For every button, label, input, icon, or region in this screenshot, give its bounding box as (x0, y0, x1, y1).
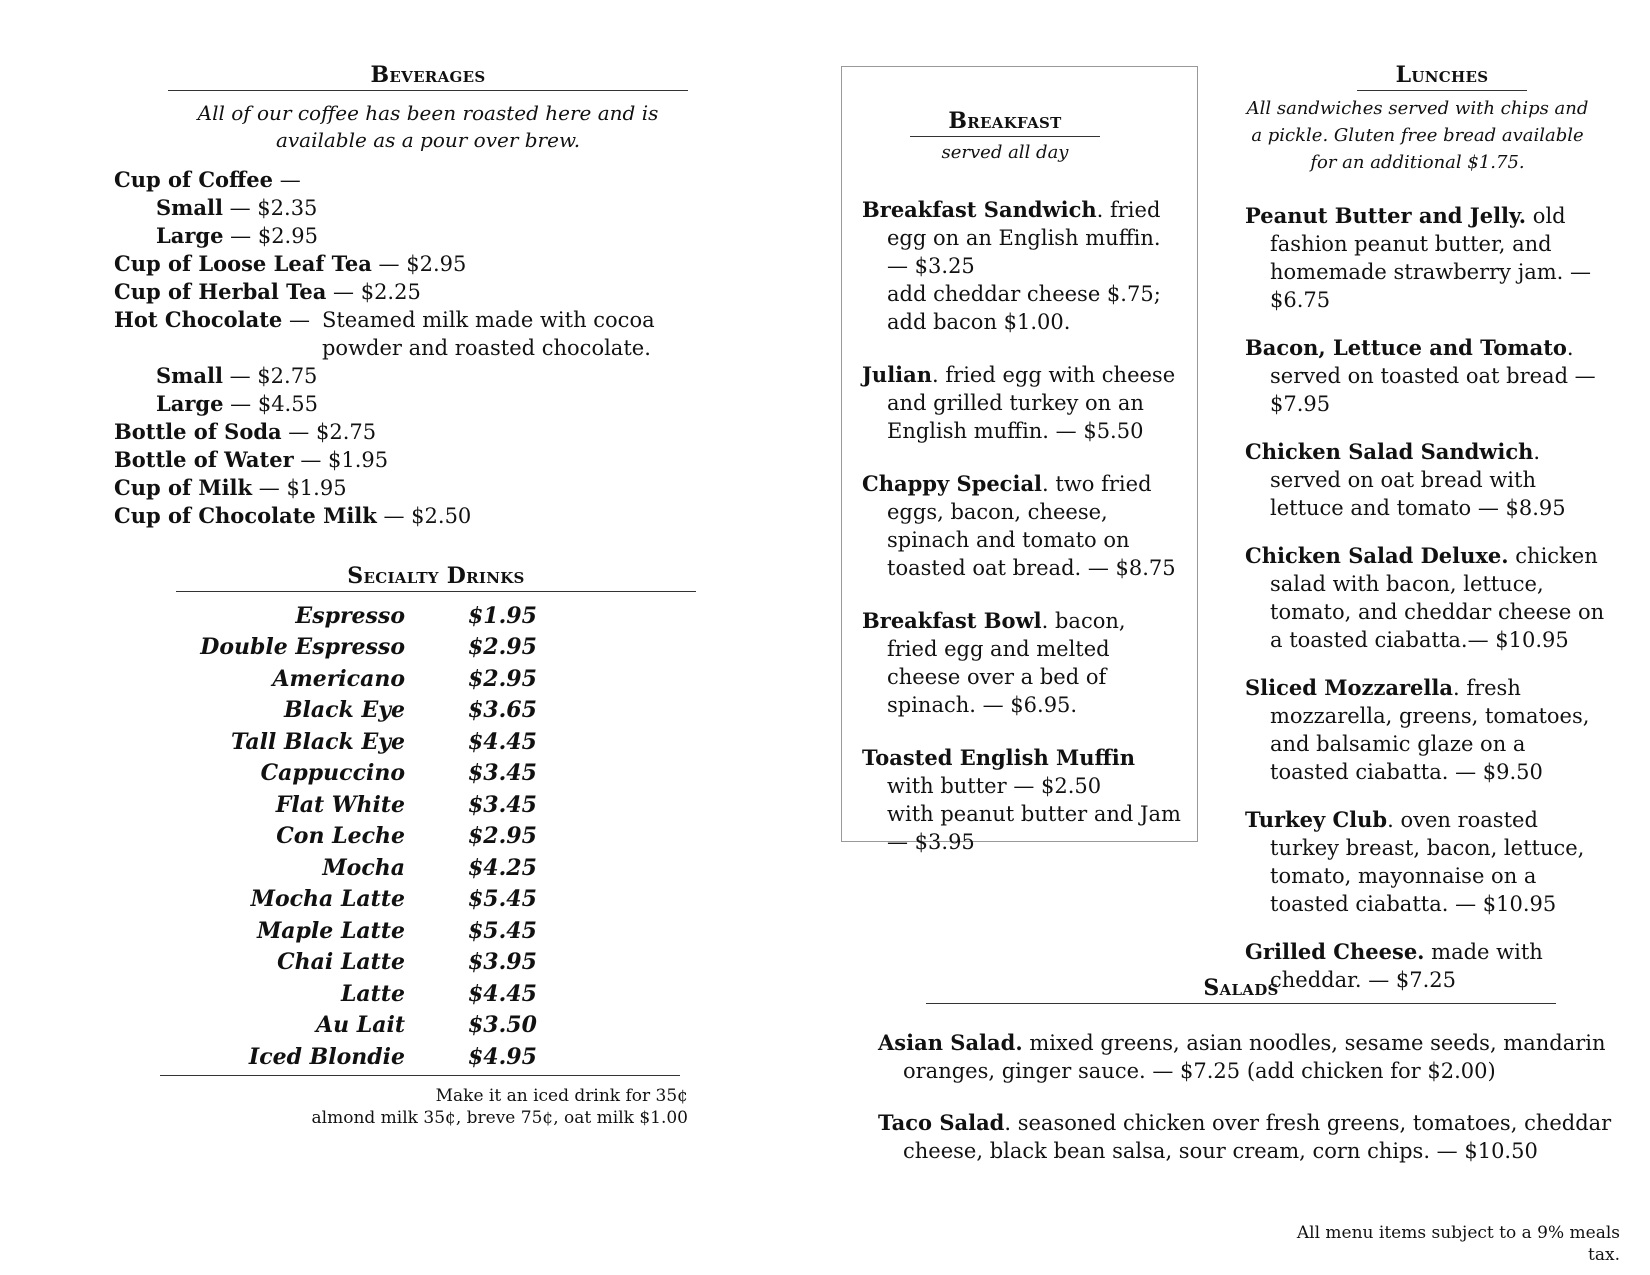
item-name: Cup of Loose Leaf Tea (114, 251, 372, 276)
drink-price: $4.25 (468, 854, 537, 881)
item-name: Bacon, Lettuce and Tomato (1245, 335, 1567, 360)
item-name: Cup of Herbal Tea (114, 279, 327, 304)
drink-price: $5.45 (468, 917, 537, 944)
drink-price: $2.95 (468, 823, 537, 850)
menu-item-milk (114, 474, 714, 502)
lunches-list (1245, 202, 1605, 1014)
item-name: Chappy Special (862, 471, 1043, 496)
item-name: Breakfast Bowl (862, 608, 1042, 633)
item-description: Steamed milk made with cocoa powder and roasted chocolate. (321, 308, 655, 360)
item-addon: add cheddar cheese $.75; (887, 282, 1161, 306)
item-name: Cup of Coffee (114, 167, 274, 192)
item-description: . oven roasted turkey breast, bacon, lettuce, tomato, mayonnaise on a toasted ciabatta. — $10.95 (1270, 808, 1585, 916)
item-name: Bottle of Water (114, 447, 294, 472)
drink-row (160, 947, 680, 979)
specialty-heading: Secialty Drinks (176, 563, 696, 592)
menu-item-hc-large (114, 390, 714, 418)
menu-item-blt (1245, 334, 1605, 418)
menu-item-breakfast-bowl (862, 607, 1182, 719)
drink-row (160, 789, 680, 821)
item-price: — $4.55 (223, 392, 318, 416)
drink-row (160, 758, 680, 790)
drink-row (160, 695, 680, 727)
item-addon: add bacon $1.00. (887, 310, 1071, 334)
menu-item-taco-salad (878, 1109, 1628, 1165)
item-name: Chicken Salad Sandwich (1245, 439, 1534, 464)
item-dash: — (282, 308, 310, 332)
drink-name: Espresso (295, 602, 405, 629)
menu-item-pbj (1245, 202, 1605, 314)
drink-price: $1.95 (468, 602, 537, 629)
drink-price: $3.95 (468, 949, 537, 976)
drink-price: $3.45 (468, 791, 537, 818)
item-name: Small (156, 363, 223, 388)
drink-name: Tall Black Eye (231, 728, 405, 755)
drink-price: $5.45 (468, 886, 537, 913)
item-description: . two fried eggs, bacon, cheese, spinach and tomato on toasted oat bread. — $8.75 (887, 472, 1176, 580)
lunches-heading: Lunches (1357, 62, 1527, 91)
drink-row (160, 632, 680, 664)
item-name: Breakfast Sandwich (862, 197, 1097, 222)
item-name: Large (156, 391, 224, 416)
item-option: with peanut butter and Jam — $3.95 (887, 802, 1181, 854)
drink-price: $3.50 (468, 1012, 537, 1039)
drink-name: Flat White (275, 791, 405, 818)
menu-item-chicken-salad-deluxe (1245, 542, 1605, 654)
breakfast-subtitle: served all day (941, 142, 1069, 163)
specialty-divider (160, 1075, 680, 1076)
drink-price: $2.95 (468, 634, 537, 661)
item-price: — $1.95 (252, 476, 347, 500)
menu-item-coffee (114, 166, 714, 194)
item-description: . served on oat bread with lettuce and tomato — $8.95 (1270, 440, 1566, 520)
item-name: Hot Chocolate (114, 307, 283, 332)
iced-note: Make it an iced drink for 35¢ (435, 1086, 688, 1106)
beverages-list (114, 166, 714, 530)
item-name: Large (156, 223, 224, 248)
item-name: Turkey Club (1245, 807, 1388, 832)
item-description: . fresh mozzarella, greens, tomatoes, and balsamic glaze on a toasted ciabatta. — $9.50 (1270, 676, 1590, 784)
breakfast-heading: Breakfast (910, 108, 1100, 137)
drink-name: Double Espresso (200, 634, 405, 661)
lunches-subtitle: All sandwiches served with chips and a pickle. Gluten free bread available for an additional $1.75. (1246, 98, 1589, 173)
item-name: Asian Salad. (878, 1030, 1023, 1055)
drink-row (160, 852, 680, 884)
item-description: . seasoned chicken over fresh greens, tomatoes, cheddar cheese, black bean salsa, sour cream, corn chips. — $10.50 (903, 1111, 1612, 1163)
menu-item-water (114, 446, 714, 474)
drink-name: Au Lait (316, 1012, 405, 1039)
drink-price: $4.95 (468, 1043, 537, 1070)
menu-item-hc-small (114, 362, 714, 390)
item-description: chicken salad with bacon, lettuce, tomato, and cheddar cheese on a toasted ciabatta.— $10.95 (1270, 544, 1605, 652)
salads-list (878, 1029, 1628, 1189)
drink-name: Americano (272, 665, 405, 692)
drink-name: Maple Latte (256, 917, 405, 944)
item-name: Chicken Salad Deluxe. (1245, 543, 1509, 568)
drink-row (160, 1041, 680, 1073)
item-name: Peanut Butter and Jelly. (1245, 203, 1527, 228)
drink-name: Mocha (322, 854, 405, 881)
drink-row (160, 978, 680, 1010)
item-description: . bacon, fried egg and melted cheese over a bed of spinach. — $6.95. (887, 609, 1126, 717)
menu-item-sliced-mozzarella (1245, 674, 1605, 786)
item-option: with butter — $2.50 (887, 774, 1102, 798)
item-description: made with cheddar. — $7.25 (1270, 940, 1543, 992)
item-name: Small (156, 195, 223, 220)
drink-price: $4.45 (468, 728, 537, 755)
menu-item-herbal-tea (114, 278, 714, 306)
item-name: Julian (862, 362, 933, 387)
menu-item-julian (862, 361, 1182, 445)
drink-row (160, 1010, 680, 1042)
menu-item-chocolate-milk (114, 502, 714, 530)
drink-name: Chai Latte (277, 949, 405, 976)
drink-row (160, 884, 680, 916)
item-name: Taco Salad (878, 1110, 1005, 1135)
item-price: — $1.95 (293, 448, 389, 472)
drink-name: Con Leche (276, 823, 405, 850)
drink-price: $3.45 (468, 760, 537, 787)
item-description: . served on toasted oat bread — $7.95 (1270, 336, 1596, 416)
drink-name: Iced Blondie (248, 1043, 405, 1070)
menu-item-soda (114, 418, 714, 446)
drink-row (160, 915, 680, 947)
item-name: Sliced Mozzarella (1245, 675, 1453, 700)
item-name: Cup of Chocolate Milk (114, 503, 377, 528)
item-price: — $2.95 (371, 252, 467, 276)
drink-row (160, 821, 680, 853)
menu-item-chicken-salad-sandwich (1245, 438, 1605, 522)
salads-heading: Salads (926, 975, 1556, 1004)
breakfast-list (862, 196, 1182, 881)
milk-options-note: almond milk 35¢, breve 75¢, oat milk $1.00 (311, 1108, 688, 1128)
item-price: — $2.35 (222, 196, 318, 220)
drink-row (160, 663, 680, 695)
menu-item-coffee-small (114, 194, 714, 222)
item-description: old fashion peanut butter, and homemade strawberry jam. — $6.75 (1270, 204, 1592, 312)
menu-item-hot-chocolate (114, 306, 714, 362)
drink-name: Mocha Latte (250, 886, 405, 913)
item-name: Cup of Milk (114, 475, 253, 500)
menu-item-loose-tea (114, 250, 714, 278)
item-name: Bottle of Soda (114, 419, 282, 444)
drink-row (160, 726, 680, 758)
menu-item-breakfast-sandwich (862, 196, 1182, 336)
tax-note: All menu items subject to a 9% meals tax. (1296, 1223, 1620, 1265)
drink-row (160, 600, 680, 632)
drink-name: Cappuccino (260, 760, 405, 787)
drink-name: Black Eye (283, 697, 405, 724)
beverages-heading: Beverages (168, 62, 688, 91)
item-dash: — (273, 168, 301, 192)
item-description: . fried egg on an English muffin. — $3.25 (887, 198, 1161, 278)
menu-item-turkey-club (1245, 806, 1605, 918)
menu-item-coffee-large (114, 222, 714, 250)
item-price: — $2.25 (326, 280, 421, 304)
specialty-notes (300, 1085, 688, 1129)
item-description: mixed greens, asian noodles, sesame seeds, mandarin oranges, ginger sauce. — $7.25 (add chicken for $2.00) (903, 1031, 1606, 1083)
item-price: — $2.75 (281, 420, 377, 444)
item-price: — $2.75 (222, 364, 318, 388)
item-name: Toasted English Muffin (862, 745, 1136, 770)
drink-price: $4.45 (468, 980, 537, 1007)
drink-price: $3.65 (468, 697, 537, 724)
item-description: . fried egg with cheese and grilled turkey on an English muffin. — $5.50 (887, 363, 1176, 443)
specialty-drinks-table (160, 600, 680, 1073)
beverages-subtitle: All of our coffee has been roasted here and is available as a pour over brew. (197, 101, 659, 152)
item-price: — $2.95 (223, 224, 318, 248)
menu-item-english-muffin (862, 744, 1182, 856)
menu-item-asian-salad (878, 1029, 1628, 1085)
item-name: Grilled Cheese. (1245, 939, 1425, 964)
item-price: — $2.50 (376, 504, 472, 528)
menu-item-chappy-special (862, 470, 1182, 582)
drink-name: Latte (340, 980, 405, 1007)
drink-price: $2.95 (468, 665, 537, 692)
